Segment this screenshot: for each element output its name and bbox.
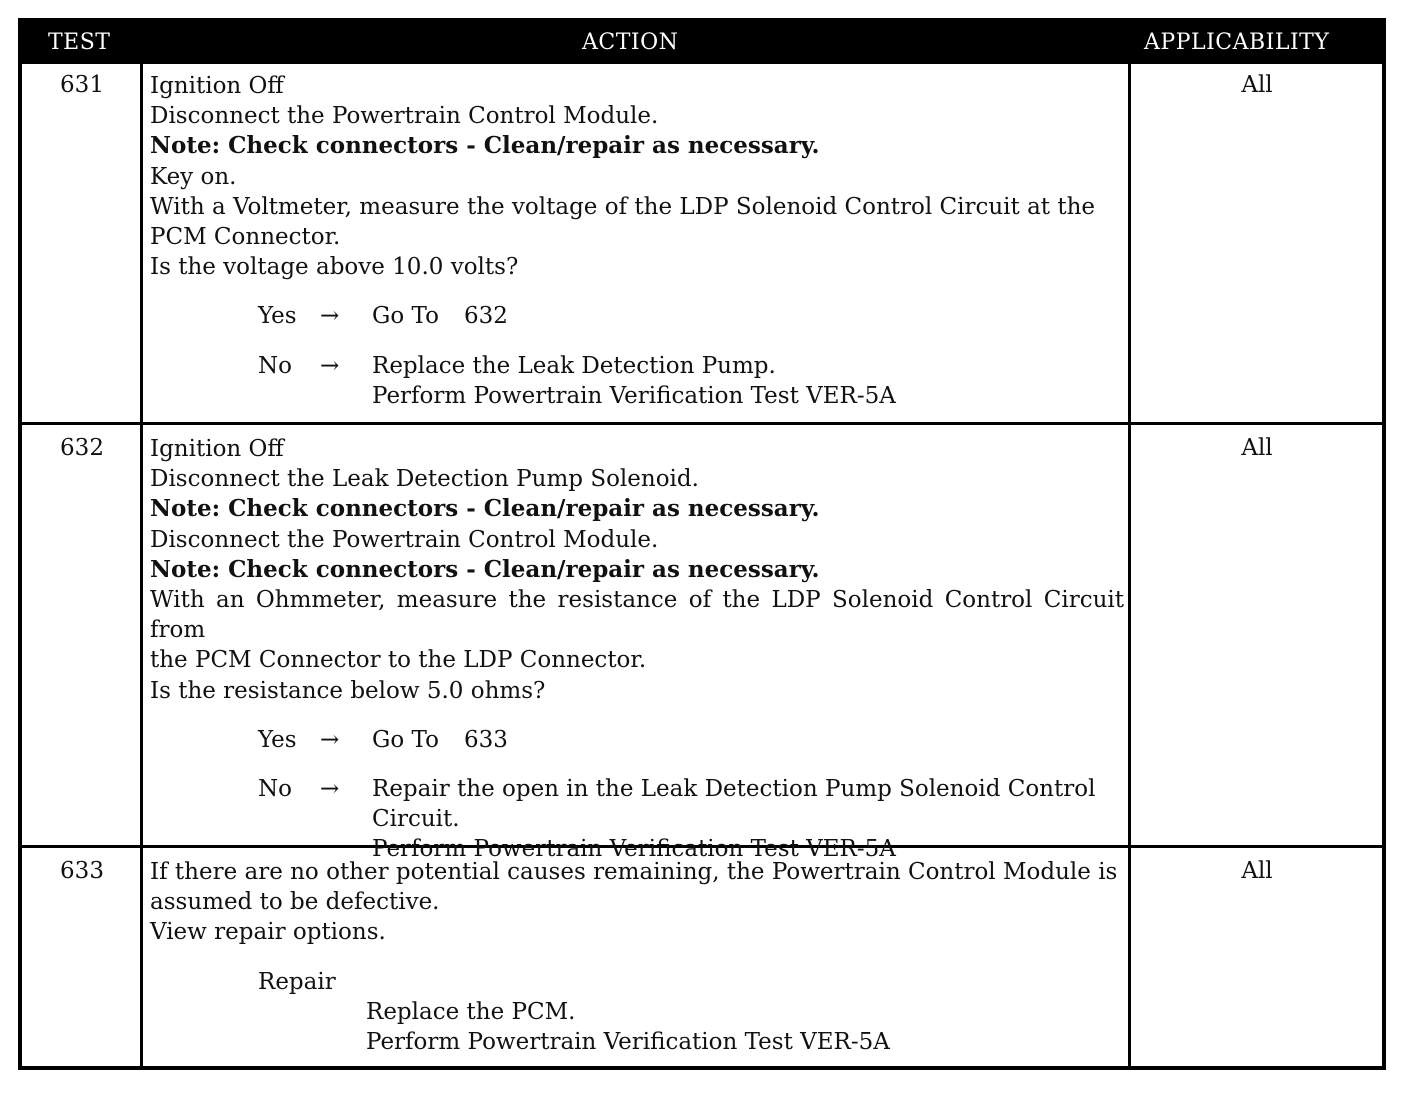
repair-action-line: Perform Powertrain Verification Test VER-5A bbox=[366, 1029, 890, 1055]
test-number: 633 bbox=[60, 858, 104, 884]
goto-label: Go To bbox=[372, 726, 439, 753]
header-applicability: APPLICABILITY bbox=[1144, 30, 1330, 55]
no-label: No bbox=[258, 776, 292, 803]
header-action: ACTION bbox=[582, 30, 679, 55]
column-divider-left bbox=[140, 64, 143, 1070]
action-line: the PCM Connector to the LDP Connector. bbox=[150, 647, 647, 674]
repair-label: Repair bbox=[258, 968, 336, 995]
yes-option bbox=[150, 725, 1124, 755]
action-line: Is the resistance below 5.0 ohms? bbox=[150, 677, 546, 704]
no-option bbox=[150, 351, 1124, 411]
no-label: No bbox=[258, 352, 292, 379]
no-action-text bbox=[372, 351, 1124, 411]
right-arrow-icon: → bbox=[320, 303, 340, 330]
action-line: PCM Connector. bbox=[150, 224, 341, 251]
goto-label: Go To bbox=[372, 303, 439, 330]
test-number: 631 bbox=[60, 72, 104, 98]
diagnostic-test-table bbox=[18, 18, 1386, 1070]
applicability-value: All bbox=[1241, 72, 1273, 98]
action-line: Key on. bbox=[150, 163, 237, 190]
yes-label: Yes bbox=[258, 726, 297, 753]
right-arrow-icon: → bbox=[320, 726, 340, 753]
repair-action-line: Replace the PCM. bbox=[366, 998, 576, 1025]
goto-test-link[interactable]: 632 bbox=[464, 303, 508, 330]
action-cell bbox=[150, 434, 1124, 865]
no-action-line: Replace the Leak Detection Pump. bbox=[372, 352, 776, 379]
no-action-line: Perform Powertrain Verification Test VER-5A bbox=[372, 382, 896, 409]
action-note: Note: Check connectors - Clean/repair as necessary. bbox=[150, 132, 820, 160]
goto-test-link[interactable]: 633 bbox=[464, 726, 508, 753]
applicability-value: All bbox=[1241, 858, 1273, 884]
column-divider-right bbox=[1128, 64, 1131, 1070]
action-cell bbox=[150, 71, 1124, 411]
action-line: View repair options. bbox=[150, 919, 386, 946]
action-line: Ignition Off bbox=[150, 73, 284, 99]
right-arrow-icon: → bbox=[320, 352, 340, 379]
action-line: Disconnect the Powertrain Control Module. bbox=[150, 526, 659, 553]
action-line: With a Voltmeter, measure the voltage of the LDP Solenoid Control Circuit at the bbox=[150, 193, 1095, 220]
repair-action-text bbox=[150, 997, 1124, 1057]
repair-option bbox=[150, 967, 1124, 997]
right-arrow-icon: → bbox=[320, 776, 340, 803]
yes-option bbox=[150, 301, 1124, 331]
no-option bbox=[150, 774, 1124, 865]
action-line: Disconnect the Powertrain Control Module. bbox=[150, 103, 659, 130]
action-note: Note: Check connectors - Clean/repair as necessary. bbox=[150, 555, 820, 583]
yes-label: Yes bbox=[258, 303, 297, 330]
action-line: Disconnect the Leak Detection Pump Solenoid. bbox=[150, 466, 699, 493]
no-action-line: Repair the open in the Leak Detection Pump Solenoid Control bbox=[372, 776, 1096, 803]
applicability-value: All bbox=[1241, 435, 1273, 461]
action-line: With an Ohmmeter, measure the resistance of the LDP Solenoid Control Circuit from bbox=[150, 587, 1124, 644]
action-line: If there are no other potential causes remaining, the Powertrain Control Module is bbox=[150, 859, 1118, 885]
action-cell bbox=[150, 857, 1124, 1057]
no-action-text bbox=[372, 774, 1124, 865]
row-divider bbox=[22, 422, 1382, 425]
no-action-line: Circuit. bbox=[372, 806, 460, 833]
table-header bbox=[22, 22, 1382, 64]
action-note: Note: Check connectors - Clean/repair as necessary. bbox=[150, 495, 820, 523]
action-line: assumed to be defective. bbox=[150, 889, 440, 916]
action-line: Ignition Off bbox=[150, 436, 284, 462]
no-action-line: Perform Powertrain Verification Test VER-5A bbox=[372, 836, 896, 863]
action-line: Is the voltage above 10.0 volts? bbox=[150, 254, 519, 281]
test-number: 632 bbox=[60, 435, 104, 461]
header-test: TEST bbox=[48, 30, 111, 55]
